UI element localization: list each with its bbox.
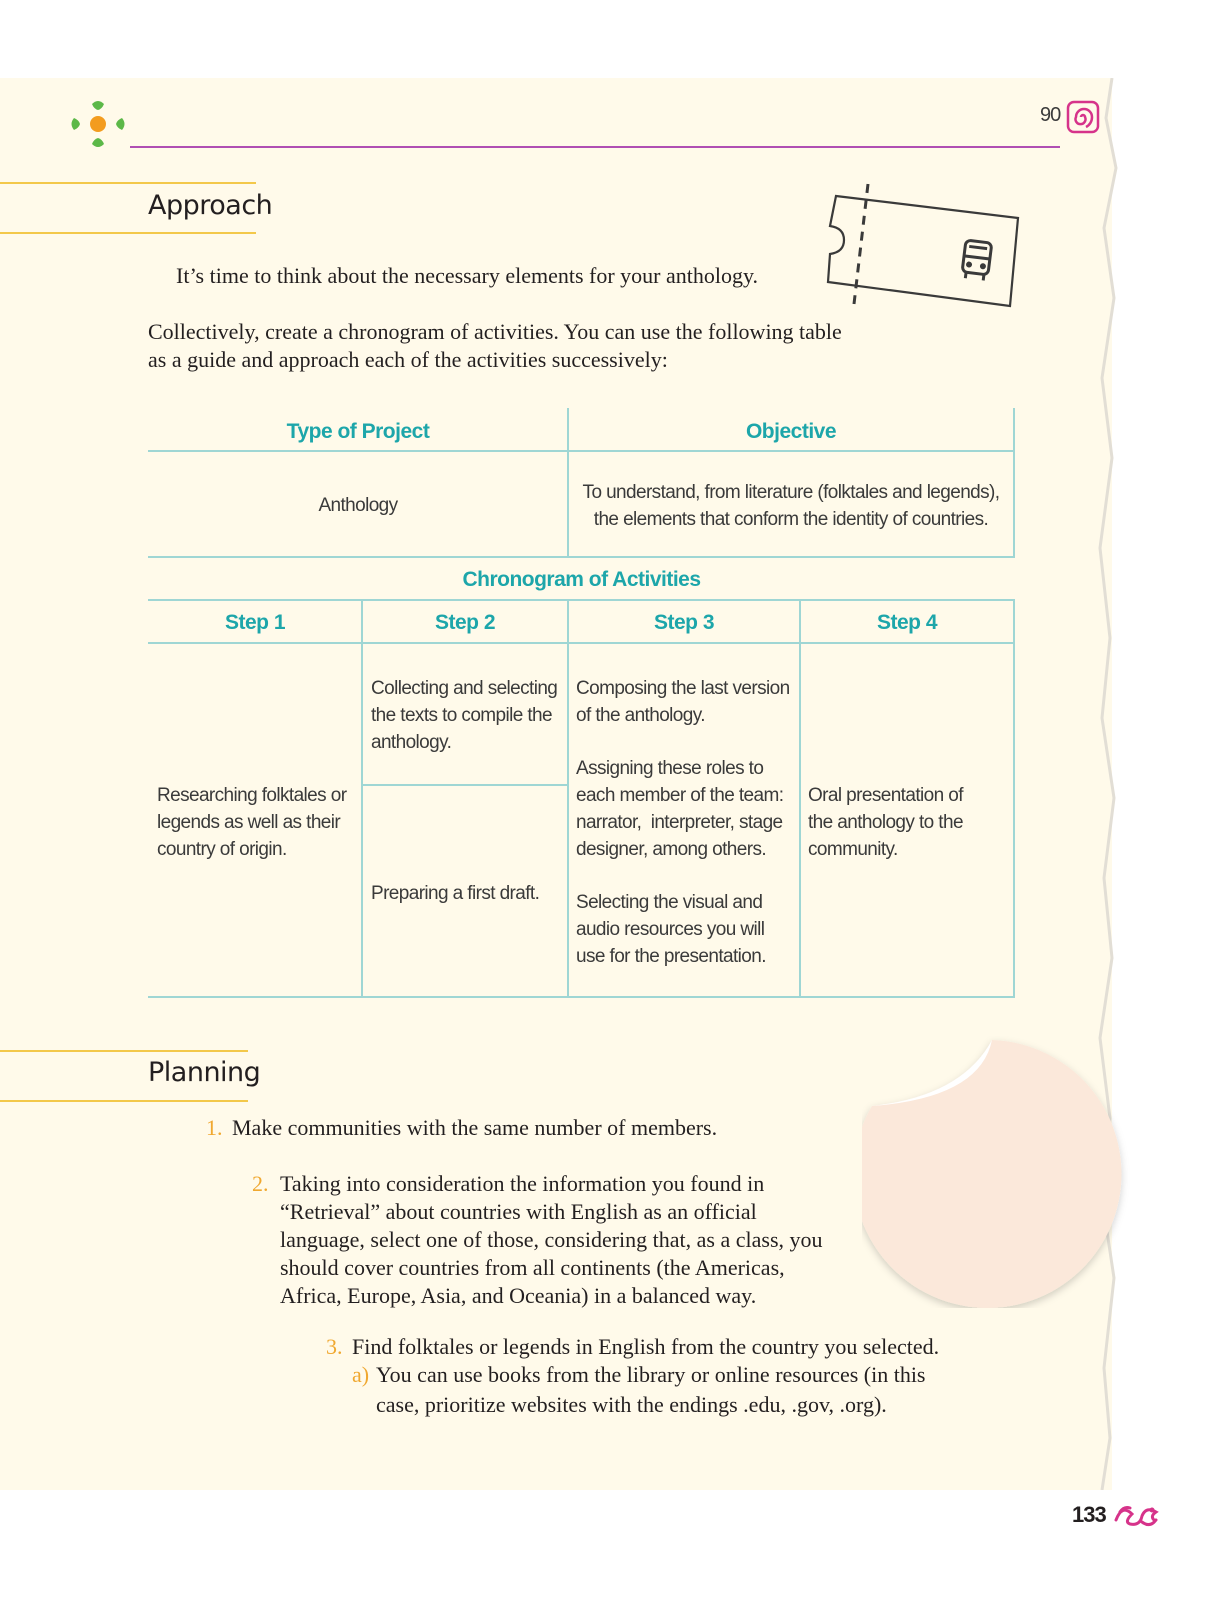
planning-item-2: [252, 1170, 823, 1310]
table-grid-line: [148, 996, 1015, 998]
step-3c-line: Selecting the visual and: [576, 892, 763, 913]
step-1-line: country of origin.: [157, 839, 287, 860]
list-text-line: Africa, Europe, Asia, and Oceania) in a balanced way.: [280, 1283, 757, 1308]
list-text-line: case, prioritize websites with the endings .edu, .gov, .org).: [376, 1392, 887, 1417]
step-3a-text: [576, 675, 798, 729]
objective-line-1: To understand, from literature (folktales and legends),: [582, 482, 1000, 503]
table-grid-line: [148, 642, 1015, 644]
table-grid-line: [799, 599, 801, 998]
step-3b-line: each member of the team:: [576, 785, 784, 806]
approach-instruction-line-1: Collectively, create a chronogram of activities. You can use the following table: [148, 319, 842, 344]
table-grid-line: [362, 784, 568, 786]
bus-ticket-icon: [826, 182, 1026, 312]
approach-title: Approach: [148, 190, 273, 221]
header-rule: [130, 146, 1060, 148]
list-text-line: You can use books from the library or online resources (in this: [376, 1362, 926, 1387]
step-3b-text: [576, 755, 798, 863]
magenta-ornament-icon: [1112, 1500, 1160, 1530]
step-1-line: legends as well as their: [157, 812, 341, 833]
step-4-line: the anthology to the: [808, 812, 963, 833]
step-1-header: Step 1: [224, 611, 286, 634]
page-number: 133: [1072, 1502, 1106, 1527]
objective-line-2: the elements that conform the identity of countries.: [593, 509, 989, 530]
approach-instruction-line-2: as a guide and approach each of the activities successively:: [148, 347, 668, 372]
step-4-line: community.: [808, 839, 898, 860]
inner-page-number: 90: [1040, 104, 1061, 126]
planning-item-3: [326, 1333, 939, 1361]
step-1-line: Researching folktales or: [157, 785, 347, 806]
step-2a-text: [371, 675, 566, 756]
step-4-header: Step 4: [876, 611, 938, 634]
step-4-text: [808, 782, 1012, 863]
four-petal-flower-icon: [70, 98, 126, 150]
table-grid-line: [148, 450, 1015, 452]
list-letter: a): [352, 1362, 370, 1387]
planning-item-3a: [352, 1361, 926, 1419]
step-2a-line: the texts to compile the: [371, 705, 552, 726]
step-1-text: [157, 782, 357, 863]
list-text-line: Taking into consideration the information you found in: [280, 1171, 765, 1196]
step-3a-line: of the anthology.: [576, 705, 705, 726]
step-3a-line: Composing the last version: [576, 678, 790, 699]
objective-header: Objective: [745, 420, 837, 443]
list-text-line: “Retrieval” about countries with English as an official: [280, 1199, 757, 1224]
list-number: 1.: [206, 1115, 223, 1140]
step-2a-line: anthology.: [371, 732, 452, 753]
planning-title: Planning: [148, 1057, 261, 1088]
step-3-header: Step 3: [653, 611, 715, 634]
project-type-value: Anthology: [318, 495, 398, 516]
table-grid-line: [148, 556, 1015, 558]
table-grid-line: [1013, 599, 1015, 998]
table-grid-line: [567, 599, 569, 998]
step-3b-line: narrator, interpreter, stage: [576, 812, 783, 833]
step-2-header: Step 2: [434, 611, 496, 634]
step-3c-line: audio resources you will: [576, 919, 765, 940]
step-3b-line: designer, among others.: [576, 839, 767, 860]
list-number: 2.: [252, 1171, 269, 1196]
spiral-glyph-icon: [1066, 100, 1100, 134]
chronogram-title: Chronogram of Activities: [462, 568, 701, 591]
list-text-line: should cover countries from all continents (the Americas,: [280, 1255, 785, 1280]
list-text: Make communities with the same number of members.: [232, 1115, 718, 1140]
list-text: Find folktales or legends in English from the country you selected.: [352, 1334, 940, 1359]
step-2a-line: Collecting and selecting: [371, 678, 558, 699]
type-of-project-header: Type of Project: [286, 420, 430, 443]
step-3b-line: Assigning these roles to: [576, 758, 764, 779]
step-2b-text: [371, 880, 566, 907]
step-3c-line: use for the presentation.: [576, 946, 766, 967]
step-4-line: Oral presentation of: [808, 785, 963, 806]
planning-item-1: [206, 1114, 717, 1142]
list-text-line: language, select one of those, considering that, as a class, you: [280, 1227, 823, 1252]
peeled-sticker-icon: [862, 1036, 1136, 1308]
approach-intro: It’s time to think about the necessary elements for your anthology.: [176, 263, 759, 288]
step-2b-line: Preparing a first draft.: [371, 883, 540, 904]
table-grid-line: [361, 599, 363, 998]
table-grid-line: [148, 599, 1015, 601]
step-3c-text: [576, 889, 798, 970]
list-number: 3.: [326, 1334, 343, 1359]
